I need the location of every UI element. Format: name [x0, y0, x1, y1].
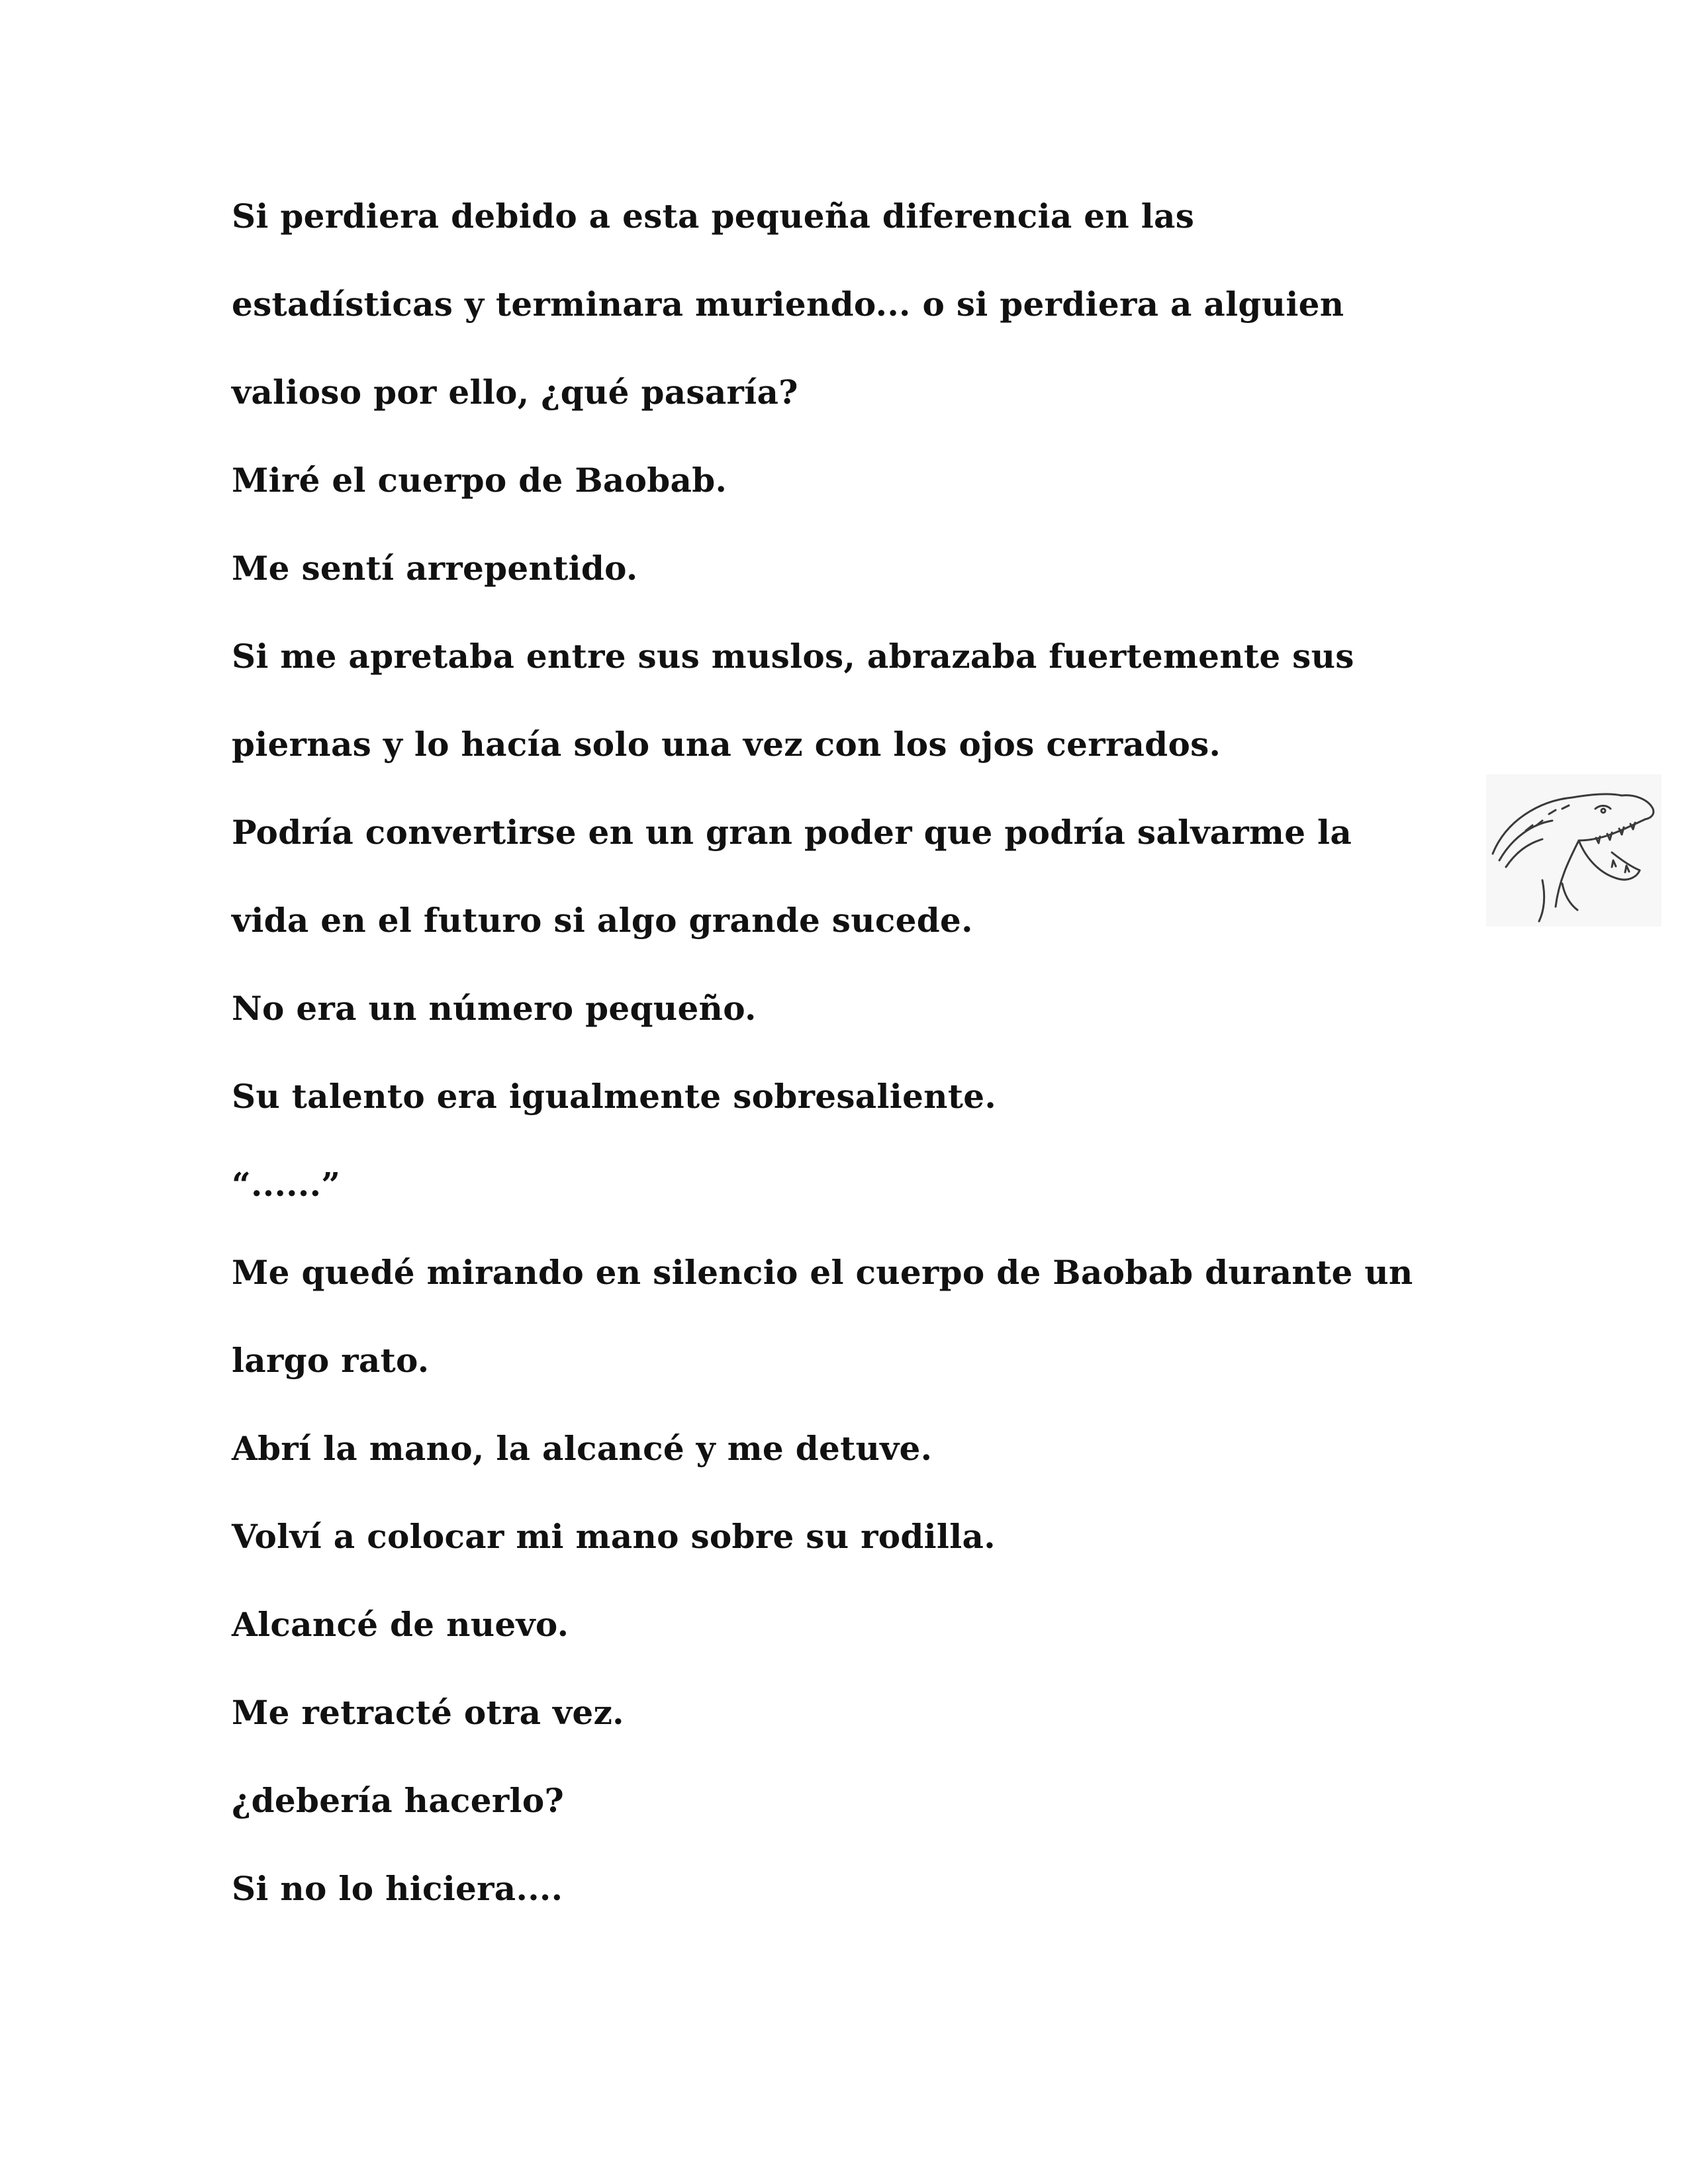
text-line: No era un número pequeño. — [232, 989, 757, 1028]
text-line: ¿debería hacerlo? — [232, 1781, 565, 1820]
text-line: Alcancé de nuevo. — [232, 1605, 569, 1644]
text-line: Abrí la mano, la alcancé y me detuve. — [232, 1429, 933, 1468]
text-line: largo rato. — [232, 1341, 430, 1380]
text-line: Si me apretaba entre sus muslos, abrazaba fuertemente sus — [232, 637, 1354, 676]
text-line: piernas y lo hacía solo una vez con los ojos cerrados. — [232, 725, 1221, 764]
text-line: Si no lo hiciera.... — [232, 1869, 563, 1908]
text-line: Podría convertirse en un gran poder que podría salvarme la — [232, 813, 1352, 852]
text-line: vida en el futuro si algo grande sucede. — [232, 901, 973, 940]
dinosaur-head-sketch-icon — [1486, 774, 1662, 927]
text-line: “......” — [232, 1165, 341, 1204]
text-line: Me quedé mirando en silencio el cuerpo de Baobab durante un — [232, 1253, 1413, 1292]
text-line: estadísticas y terminara muriendo... o si perdiera a alguien — [232, 285, 1344, 324]
text-line: Me sentí arrepentido. — [232, 549, 638, 588]
text-line: Volví a colocar mi mano sobre su rodilla. — [232, 1517, 996, 1556]
text-line: valioso por ello, ¿qué pasaría? — [232, 373, 798, 412]
text-line: Si perdiera debido a esta pequeña diferencia en las — [232, 197, 1195, 236]
text-line: Miré el cuerpo de Baobab. — [232, 461, 727, 500]
text-line: Me retracté otra vez. — [232, 1693, 624, 1732]
text-line: Su talento era igualmente sobresaliente. — [232, 1077, 997, 1116]
